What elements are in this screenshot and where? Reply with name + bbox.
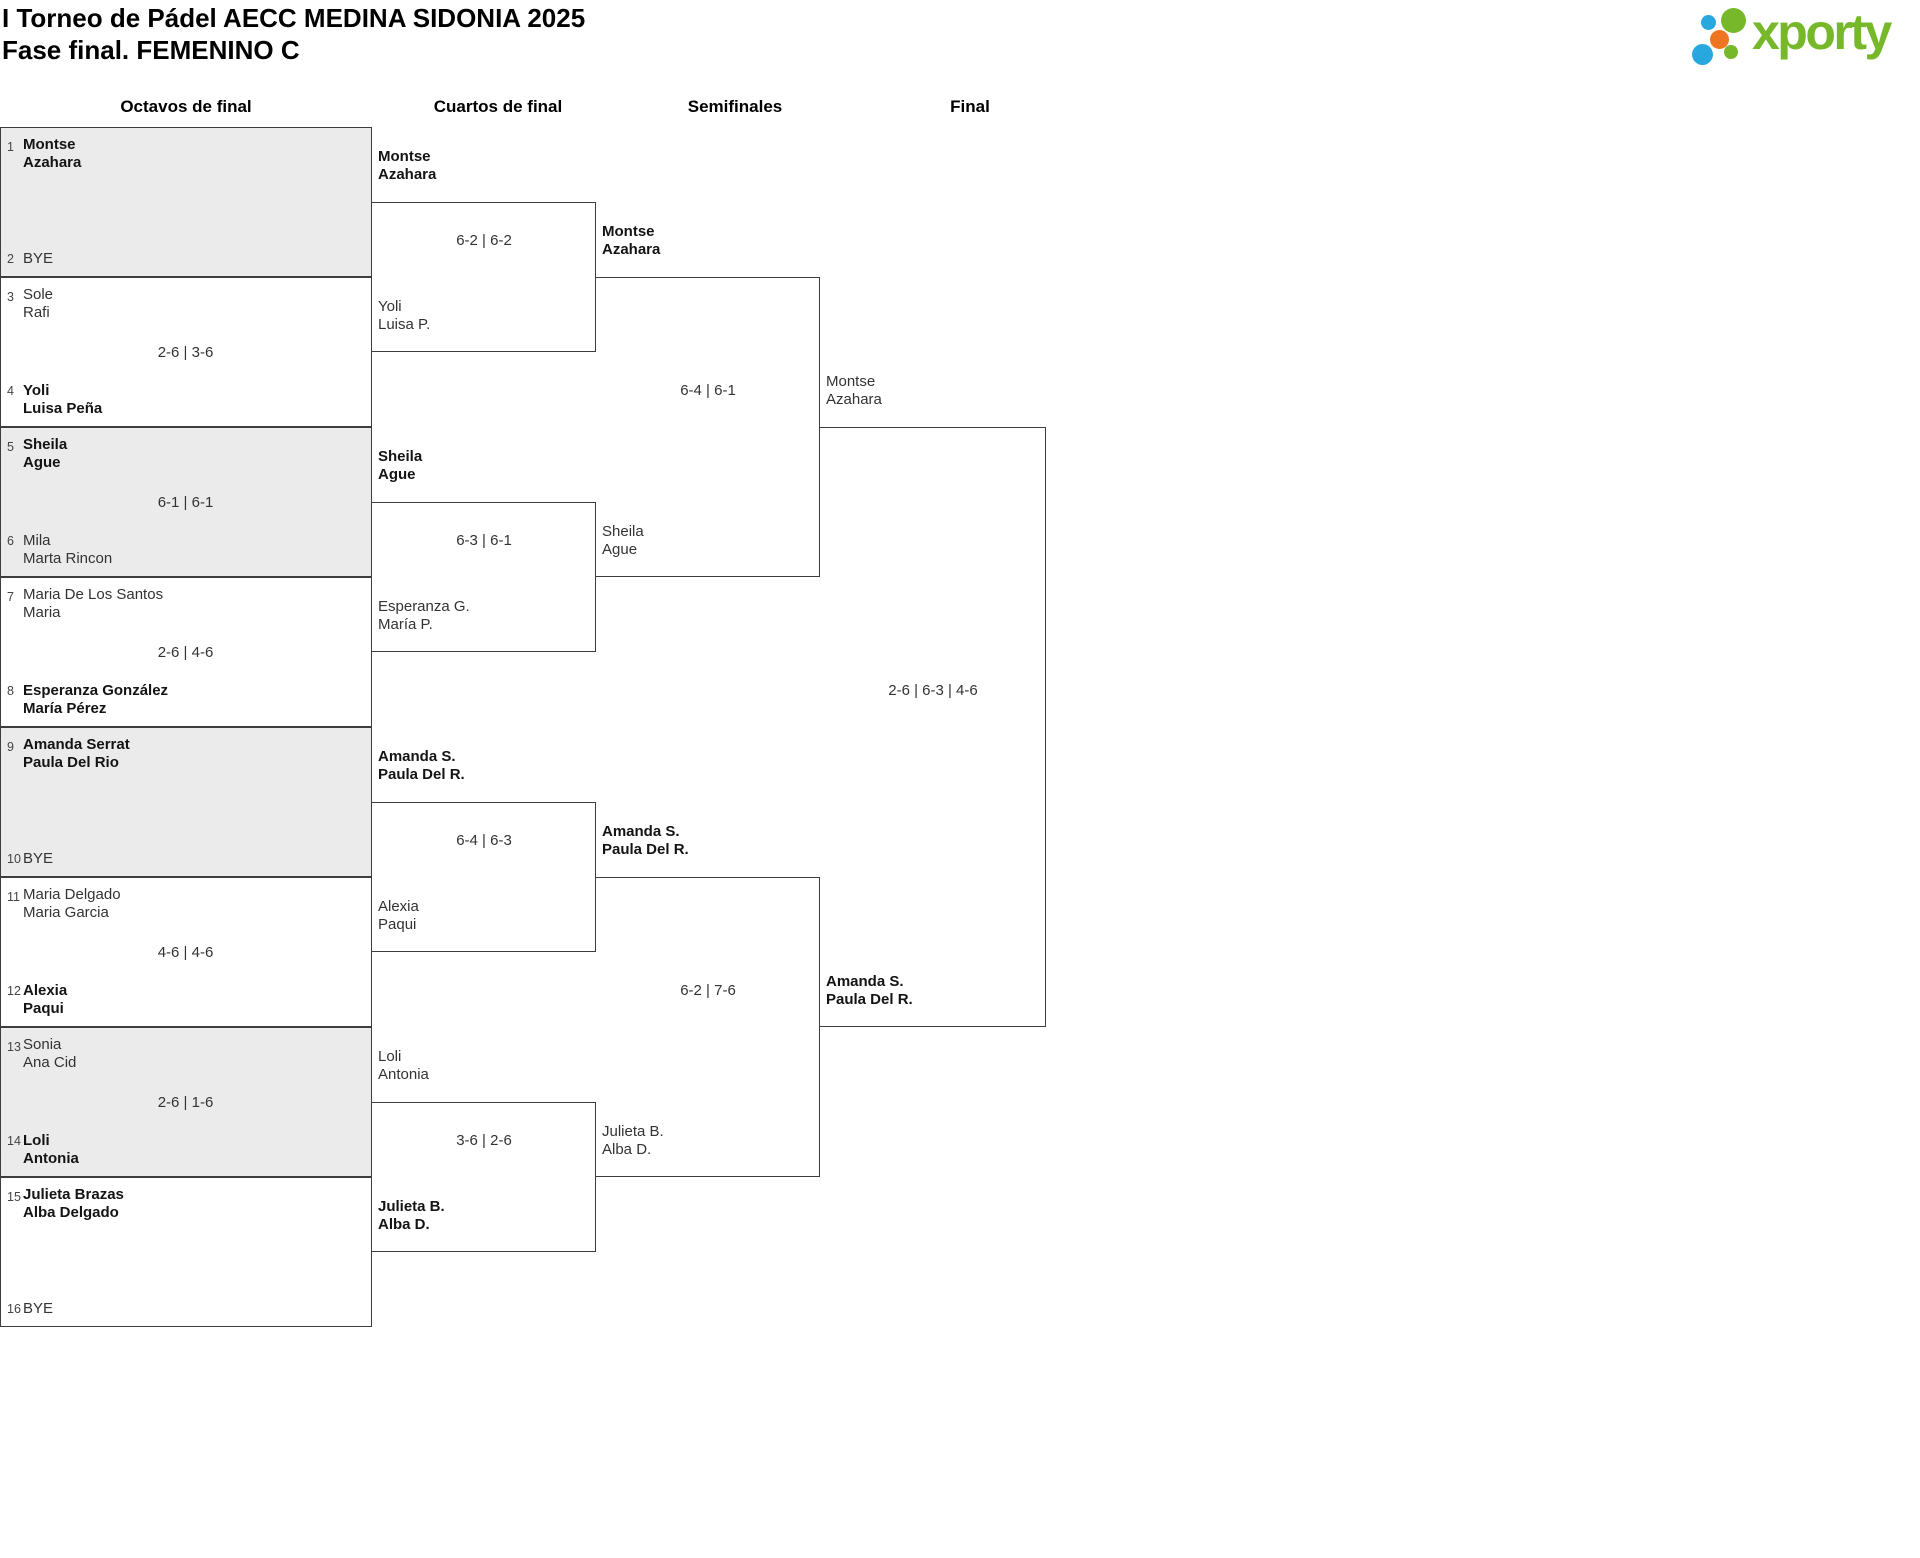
final-team-bottom bbox=[826, 973, 913, 1009]
quarterfinal-1-team-bottom bbox=[378, 298, 430, 334]
r16-match-box-2 bbox=[0, 277, 372, 427]
page-title-line1: I Torneo de Pádel AECC MEDINA SIDONIA 2025 bbox=[2, 3, 586, 33]
final-score: 2-6 | 6-3 | 4-6 bbox=[888, 682, 978, 699]
team-name-line: María P. bbox=[378, 616, 433, 633]
team-name-line: Montse bbox=[378, 148, 431, 165]
logo-dot-blue-small bbox=[1701, 15, 1716, 30]
seed-number: 16 bbox=[7, 1302, 21, 1316]
seed-number: 9 bbox=[7, 740, 14, 754]
team-name-line: Maria Delgado bbox=[23, 886, 121, 903]
round-header-3: Final bbox=[950, 97, 990, 116]
team-name-line: Azahara bbox=[378, 166, 437, 183]
seed-number: 10 bbox=[7, 852, 21, 866]
round-header-2: Semifinales bbox=[687, 97, 783, 116]
team-bottom bbox=[23, 250, 53, 268]
team-name-line: Antonia bbox=[23, 1150, 79, 1167]
team-name-line: Loli bbox=[23, 1132, 50, 1149]
quarterfinal-3-team-top bbox=[378, 748, 465, 784]
team-name-line: Mila bbox=[23, 532, 51, 549]
team-name-line: Azahara bbox=[602, 241, 661, 258]
team-name-line: Alba D. bbox=[378, 1216, 430, 1233]
r16-match-box-8 bbox=[0, 1177, 372, 1327]
quarterfinal-3-team-bottom bbox=[378, 898, 419, 934]
team-name-line: Paula Del R. bbox=[378, 766, 465, 783]
team-name-line: Ague bbox=[602, 541, 638, 558]
r16-match-box-4 bbox=[0, 577, 372, 727]
team-bottom bbox=[23, 1132, 79, 1168]
team-name-line: Loli bbox=[378, 1048, 402, 1065]
final-team-top bbox=[826, 373, 882, 409]
team-bottom bbox=[23, 982, 67, 1018]
team-name-line: Maria bbox=[23, 604, 61, 621]
team-top bbox=[23, 1186, 124, 1222]
team-top bbox=[23, 286, 53, 322]
semifinal-1-score: 6-4 | 6-1 bbox=[680, 382, 736, 399]
team-name-line: Azahara bbox=[826, 391, 882, 408]
team-name-line: Montse bbox=[602, 223, 655, 240]
semifinal-2-team-top bbox=[602, 823, 689, 859]
team-bottom bbox=[23, 682, 168, 718]
team-bottom bbox=[23, 850, 53, 868]
team-name-line: Luisa Peña bbox=[23, 400, 103, 417]
seed-number: 15 bbox=[7, 1190, 21, 1204]
team-name-line: Paula Del R. bbox=[602, 841, 689, 858]
team-name-line: Azahara bbox=[23, 154, 82, 171]
semifinal-2-score: 6-2 | 7-6 bbox=[680, 982, 736, 999]
team-name-line: Antonia bbox=[378, 1066, 429, 1083]
round-header-0: Octavos de final bbox=[120, 97, 252, 116]
match-score: 2-6 | 3-6 bbox=[157, 344, 214, 361]
team-name-line: Alba D. bbox=[602, 1141, 652, 1158]
team-name-line: Alexia bbox=[378, 898, 419, 915]
seed-number: 2 bbox=[7, 252, 14, 266]
team-name-line: Ague bbox=[378, 466, 416, 483]
round-header-1: Cuartos de final bbox=[433, 97, 563, 116]
match-score: 2-6 | 1-6 bbox=[157, 1094, 214, 1111]
team-name-line: Montse bbox=[826, 373, 876, 390]
team-name-line: Yoli bbox=[23, 382, 50, 399]
quarterfinal-4-score: 3-6 | 2-6 bbox=[456, 1132, 512, 1149]
logo-dot-green-large bbox=[1721, 8, 1746, 33]
logo-dot-green-small bbox=[1724, 45, 1738, 59]
xporty-logo[interactable] bbox=[1688, 0, 1918, 70]
team-name-line: Sheila bbox=[23, 436, 68, 453]
seed-number: 1 bbox=[7, 140, 14, 154]
team-name-line: Rafi bbox=[23, 304, 50, 321]
team-name-line: BYE bbox=[23, 850, 54, 867]
team-name-line: Esperanza G. bbox=[378, 598, 470, 615]
quarterfinal-1-score: 6-2 | 6-2 bbox=[456, 232, 512, 249]
team-name-line: Amanda S. bbox=[602, 823, 680, 840]
final-box bbox=[820, 427, 1046, 1027]
seed-number: 8 bbox=[7, 684, 14, 698]
team-bottom bbox=[23, 382, 102, 418]
seed-number: 4 bbox=[7, 384, 14, 398]
team-top bbox=[23, 136, 81, 172]
seed-number: 11 bbox=[7, 890, 20, 904]
team-name-line: Yoli bbox=[378, 298, 402, 315]
team-top bbox=[23, 586, 163, 622]
team-name-line: María Pérez bbox=[23, 700, 107, 717]
team-name-line: Ague bbox=[23, 454, 61, 471]
team-bottom bbox=[23, 532, 112, 568]
seed-number: 14 bbox=[7, 1134, 21, 1148]
r16-match-box-6 bbox=[0, 877, 372, 1027]
team-name-line: Sheila bbox=[602, 523, 644, 540]
team-name-line: Julieta B. bbox=[378, 1198, 445, 1215]
page-title-line2: Fase final. FEMENINO C bbox=[2, 35, 300, 65]
semifinal-1-team-bottom bbox=[602, 523, 644, 559]
quarterfinal-2-score: 6-3 | 6-1 bbox=[456, 532, 512, 549]
team-name-line: Julieta Brazas bbox=[23, 1186, 124, 1203]
team-name-line: Amanda S. bbox=[826, 973, 904, 990]
quarterfinal-2-team-top bbox=[378, 448, 422, 484]
team-name-line: Paula Del R. bbox=[826, 991, 913, 1008]
team-top bbox=[23, 1036, 76, 1072]
match-score: 6-1 | 6-1 bbox=[157, 494, 214, 511]
team-name-line: Esperanza González bbox=[23, 682, 169, 699]
quarterfinal-3-score: 6-4 | 6-3 bbox=[456, 832, 512, 849]
r16-match-box-7 bbox=[0, 1027, 372, 1177]
seed-number: 12 bbox=[7, 984, 21, 998]
team-name-line: Paqui bbox=[23, 1000, 64, 1017]
seed-number: 13 bbox=[7, 1040, 21, 1054]
logo-dot-blue-large bbox=[1692, 44, 1713, 65]
seed-number: 6 bbox=[7, 534, 14, 548]
seed-number: 7 bbox=[7, 590, 14, 604]
team-name-line: Paqui bbox=[378, 916, 417, 933]
match-score: 2-6 | 4-6 bbox=[157, 644, 214, 661]
team-name-line: Maria De Los Santos bbox=[23, 586, 164, 603]
quarterfinal-4-team-top bbox=[378, 1048, 429, 1084]
quarterfinal-2-team-bottom bbox=[378, 598, 470, 634]
team-name-line: Amanda Serrat bbox=[23, 736, 130, 753]
seed-number: 3 bbox=[7, 290, 14, 304]
r16-match-box-3 bbox=[0, 427, 372, 577]
team-name-line: Paula Del Rio bbox=[23, 754, 119, 771]
team-name-line: Maria Garcia bbox=[23, 904, 109, 921]
team-name-line: Luisa P. bbox=[378, 316, 431, 333]
semifinal-2-team-bottom bbox=[602, 1123, 664, 1159]
team-name-line: BYE bbox=[23, 1300, 54, 1317]
r16-match-box-1 bbox=[0, 127, 372, 277]
match-score: 4-6 | 4-6 bbox=[157, 944, 214, 961]
team-name-line: Ana Cid bbox=[23, 1054, 77, 1071]
page-title bbox=[2, 2, 585, 66]
semifinal-1-team-top bbox=[602, 223, 660, 259]
team-name-line: Alexia bbox=[23, 982, 68, 999]
r16-match-box-5 bbox=[0, 727, 372, 877]
team-name-line: Montse bbox=[23, 136, 76, 153]
team-name-line: Sole bbox=[23, 286, 54, 303]
team-name-line: Sheila bbox=[378, 448, 423, 465]
logo-wordmark: xporty bbox=[1752, 4, 1890, 60]
team-top bbox=[23, 436, 67, 472]
team-name-line: Marta Rincon bbox=[23, 550, 113, 567]
seed-number: 5 bbox=[7, 440, 14, 454]
quarterfinal-4-team-bottom bbox=[378, 1198, 445, 1234]
quarterfinal-1-team-top bbox=[378, 148, 436, 184]
team-name-line: Amanda S. bbox=[378, 748, 456, 765]
team-name-line: Julieta B. bbox=[602, 1123, 664, 1140]
team-bottom bbox=[23, 1300, 53, 1318]
team-top bbox=[23, 736, 130, 772]
team-name-line: Alba Delgado bbox=[23, 1204, 119, 1221]
team-name-line: Sonia bbox=[23, 1036, 62, 1053]
team-name-line: BYE bbox=[23, 250, 54, 267]
team-top bbox=[23, 886, 121, 922]
